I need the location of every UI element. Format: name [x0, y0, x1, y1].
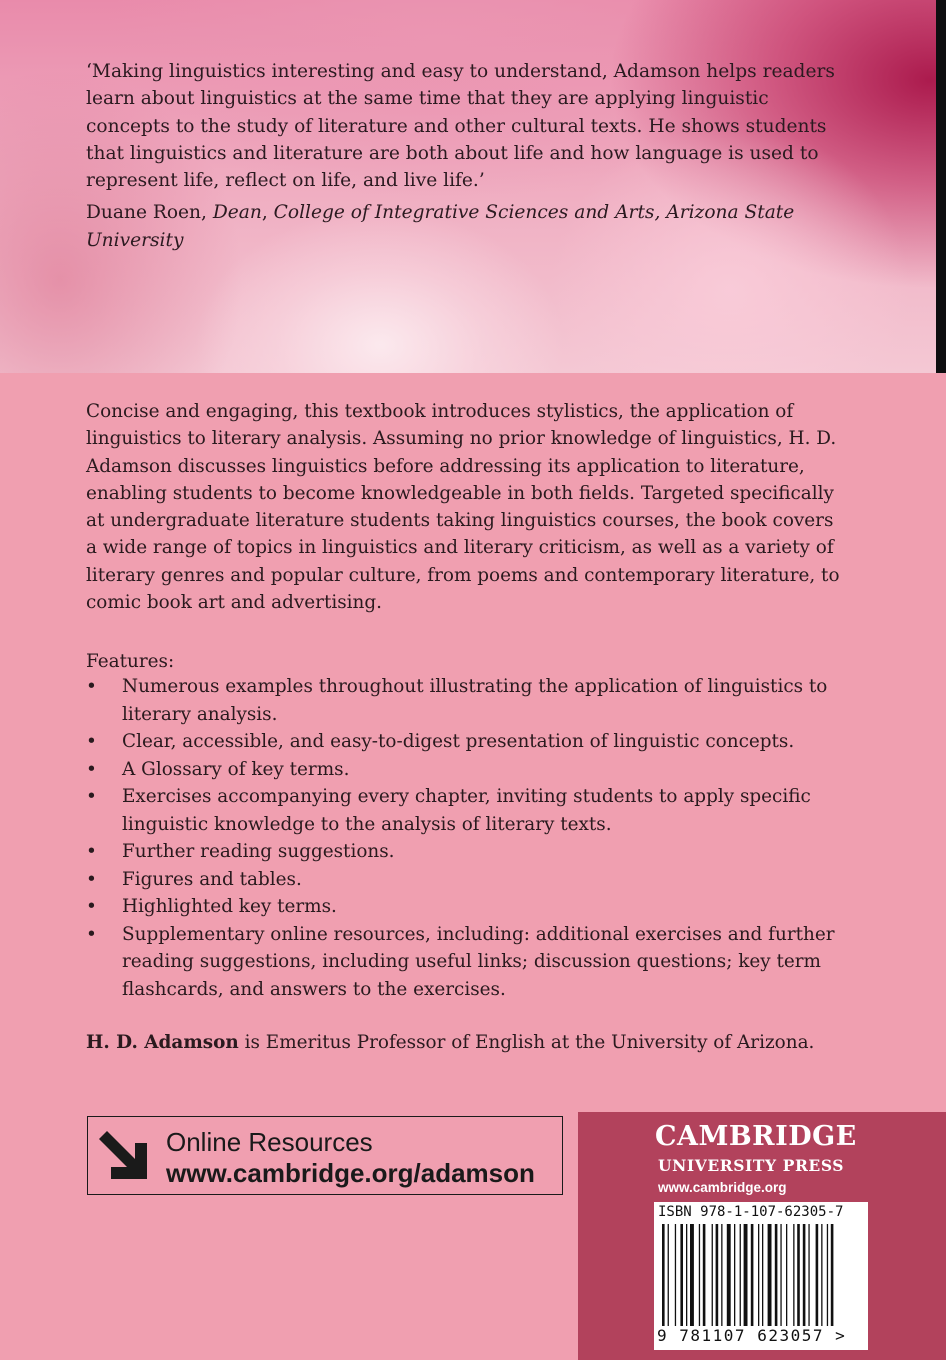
barcode-digits: 9 781107 623057 > — [657, 1326, 847, 1345]
book-description — [86, 398, 846, 616]
barcode-bar — [699, 1224, 700, 1326]
barcode-bar — [831, 1224, 834, 1326]
bullet-icon: • — [86, 731, 97, 752]
barcode-bar — [744, 1224, 748, 1326]
online-resources-link[interactable]: www.cambridge.org/adamson — [166, 1158, 535, 1188]
barcode-bar — [768, 1224, 772, 1326]
barcode-bar — [727, 1224, 731, 1326]
barcode-bar — [775, 1224, 778, 1326]
publisher-panel — [578, 1112, 946, 1360]
quote-affiliation: College of Integrative Sciences and Arts, Arizona State University — [86, 202, 795, 251]
bullet-icon: • — [86, 896, 97, 917]
barcode-bar — [680, 1224, 683, 1326]
features-list — [86, 673, 846, 1003]
bullet-icon: • — [86, 841, 97, 862]
author-bio — [86, 1029, 866, 1056]
barcode — [658, 1224, 864, 1326]
barcode-bar — [793, 1224, 794, 1326]
author-bio-text: is Emeritus Professor of English at the University of Arizona. — [238, 1032, 815, 1053]
bullet-icon: • — [86, 676, 97, 697]
bullet-icon: • — [86, 758, 97, 780]
barcode-bar — [827, 1224, 828, 1326]
bullet-icon: • — [86, 868, 97, 890]
feature-item: • Figures and tables. — [86, 866, 846, 894]
barcode-bar — [686, 1224, 687, 1326]
quote-position: Dean — [212, 202, 262, 224]
barcode-bar — [816, 1224, 819, 1326]
online-resources-label: Online Resources — [166, 1127, 373, 1157]
barcode-bar — [762, 1224, 763, 1326]
barcode-bar — [780, 1224, 781, 1326]
barcode-bar — [808, 1224, 809, 1326]
review-quote — [86, 58, 846, 254]
barcode-bar — [712, 1224, 713, 1326]
quote-author: Duane Roen — [86, 202, 202, 224]
bullet-icon: • — [86, 786, 97, 807]
arrow-down-right-icon — [97, 1129, 149, 1181]
isbn-label: ISBN 978-1-107-62305-7 — [658, 1204, 844, 1220]
feature-item: • Numerous examples throughout illustrating the application of linguistics to literary analysis. — [86, 673, 846, 728]
barcode-bar — [662, 1224, 665, 1326]
barcode-box — [654, 1202, 868, 1350]
feature-item: • Highlighted key terms. — [86, 893, 846, 921]
cover-edge-strip — [936, 0, 946, 373]
quote-text: ‘Making linguistics interesting and easy to understand, Adamson helps readers learn about linguistics at the same time that they are applying linguistic concepts to the study of literature and other cultural texts. He shows students that linguistics and literature are both about life and how language is used to represent life, reflect on life, and live life.’ — [86, 61, 835, 192]
online-resources-box[interactable] — [87, 1116, 563, 1195]
barcode-bar — [803, 1224, 806, 1326]
publisher-name: CAMBRIDGE — [655, 1121, 857, 1152]
feature-item: • Exercises accompanying every chapter, inviting students to apply specific linguistic knowledge to the analysis of literary texts. — [86, 783, 846, 838]
quote-panel — [0, 0, 936, 373]
barcode-bar — [786, 1224, 787, 1326]
barcode-bar — [740, 1224, 741, 1326]
quote-attribution: Duane Roen, Dean, College of Integrative Sciences and Arts, Arizona State University — [86, 202, 795, 251]
barcode-bar — [716, 1224, 719, 1326]
barcode-bar — [734, 1224, 735, 1326]
barcode-bar — [797, 1224, 800, 1326]
barcode-bar — [751, 1224, 754, 1326]
barcode-bar — [721, 1224, 722, 1326]
author-name: H. D. Adamson — [86, 1032, 239, 1053]
feature-item: • Clear, accessible, and easy-to-digest presentation of linguistic concepts. — [86, 728, 846, 756]
barcode-bar — [703, 1224, 706, 1326]
publisher-website[interactable]: www.cambridge.org — [658, 1180, 787, 1195]
features-heading: Features: — [86, 651, 175, 672]
bullet-icon: • — [86, 923, 97, 945]
barcode-bar — [821, 1224, 822, 1326]
barcode-bar — [668, 1224, 669, 1326]
barcode-bar — [675, 1224, 676, 1326]
description-text: Concise and engaging, this textbook introduces stylistics, the application of linguistics to literary analysis. Assuming no prior knowledge of linguistics, H. D. Adamson discusses linguistics before addressing its application to literature, enabling students to become knowledgeable in both fields. Targeted specifically at undergraduate literature students taking linguistics courses, the book covers a wide range of topics in linguistics and literary criticism, as well as a variety of literary genres and popular culture, from poems and contemporary literature, to comic book art and advertising. — [86, 401, 840, 614]
feature-item: • Supplementary online resources, including: additional exercises and further reading suggestions, including useful links; discussion questions; key term flashcards, and answers to the exercises. — [86, 921, 846, 1004]
feature-item: • A Glossary of key terms. — [86, 756, 846, 784]
feature-item: • Further reading suggestions. — [86, 838, 846, 866]
publisher-press: UNIVERSITY PRESS — [658, 1156, 845, 1175]
barcode-bar — [690, 1224, 694, 1326]
barcode-bar — [758, 1224, 759, 1326]
